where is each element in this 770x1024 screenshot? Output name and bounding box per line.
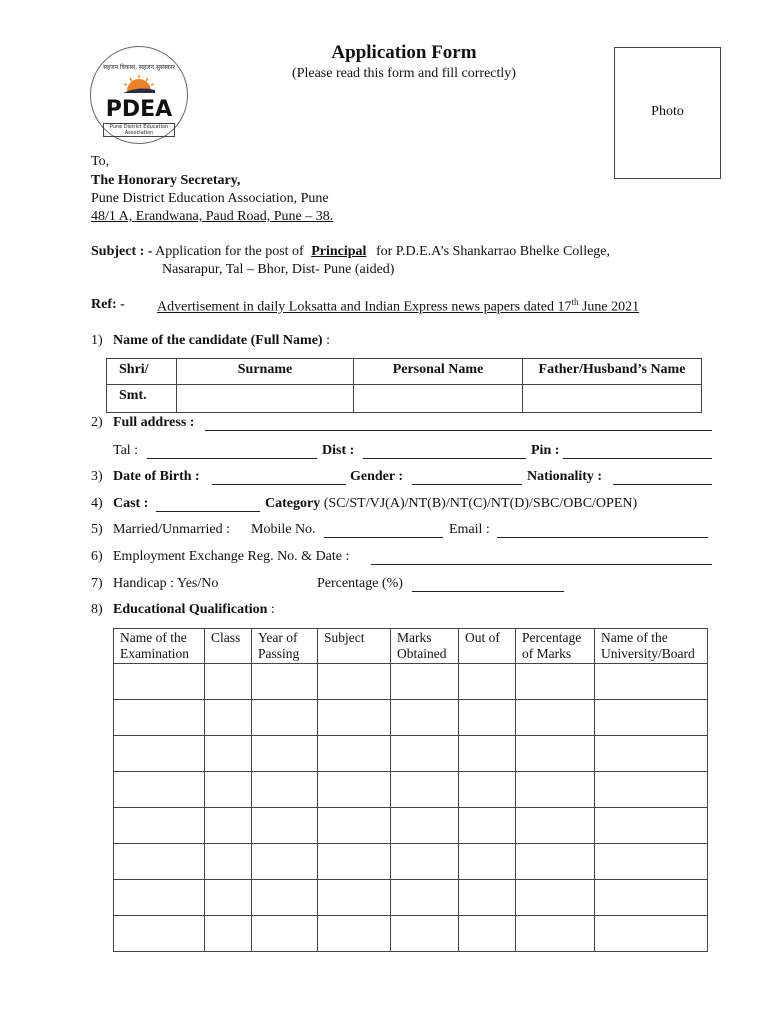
- education-cell[interactable]: [114, 844, 205, 880]
- education-cell[interactable]: [459, 700, 516, 736]
- education-cell[interactable]: [595, 700, 708, 736]
- q4-num: 4): [91, 496, 103, 511]
- edu-col-marks: Marks Obtained: [391, 629, 459, 664]
- q8-colon: :: [270, 602, 275, 617]
- education-cell[interactable]: [114, 772, 205, 808]
- table-row: [114, 916, 708, 952]
- category-label: Category: [265, 496, 321, 511]
- address-street: 48/1 A, Erandwana, Paud Road, Pune – 38.: [91, 209, 334, 224]
- logo-motto: सहजन विकास, सहजन सुसंस्कार: [103, 64, 175, 71]
- education-cell[interactable]: [391, 700, 459, 736]
- address-recipient: The Honorary Secretary,: [91, 173, 241, 188]
- father-husband-name-input[interactable]: [523, 385, 702, 413]
- cast-field[interactable]: [156, 511, 260, 512]
- education-cell[interactable]: [318, 736, 391, 772]
- table-row: [114, 808, 708, 844]
- surname-input[interactable]: [177, 385, 354, 413]
- q3-num: 3): [91, 469, 103, 484]
- percentage-label: Percentage (%): [317, 576, 403, 591]
- education-cell[interactable]: [252, 664, 318, 700]
- name-col-father: Father/Husband’s Name: [523, 359, 702, 385]
- name-col-shri: Shri/: [107, 359, 177, 385]
- name-col-surname: Surname: [177, 359, 354, 385]
- education-cell[interactable]: [205, 844, 252, 880]
- education-cell[interactable]: [114, 808, 205, 844]
- q2-num: 2): [91, 415, 103, 430]
- education-cell[interactable]: [318, 664, 391, 700]
- address-to: To,: [91, 154, 110, 169]
- education-cell[interactable]: [595, 916, 708, 952]
- table-row: [114, 772, 708, 808]
- full-address-field[interactable]: [205, 430, 712, 431]
- education-cell[interactable]: [459, 736, 516, 772]
- cast-label: Cast :: [113, 496, 149, 511]
- education-cell[interactable]: [459, 844, 516, 880]
- education-cell[interactable]: [252, 916, 318, 952]
- personal-name-input[interactable]: [354, 385, 523, 413]
- handicap-label[interactable]: Handicap : Yes/No: [113, 576, 219, 591]
- education-cell[interactable]: [252, 844, 318, 880]
- education-cell[interactable]: [391, 736, 459, 772]
- employment-exchange-label: Employment Exchange Reg. No. & Date :: [113, 549, 350, 564]
- education-cell[interactable]: [459, 664, 516, 700]
- education-cell[interactable]: [318, 844, 391, 880]
- dob-field[interactable]: [212, 484, 346, 485]
- gender-field[interactable]: [412, 484, 522, 485]
- education-cell[interactable]: [391, 880, 459, 916]
- education-cell[interactable]: [516, 736, 595, 772]
- subject-text-after: for P.D.E.A’s Shankarrao Bhelke College,: [375, 244, 611, 259]
- table-row: [114, 664, 708, 700]
- subject-label: Subject : -: [91, 244, 153, 259]
- gender-label: Gender :: [350, 469, 404, 484]
- table-row: [114, 844, 708, 880]
- education-cell[interactable]: [252, 808, 318, 844]
- edu-col-subject: Subject: [318, 629, 391, 664]
- education-cell[interactable]: [114, 880, 205, 916]
- education-cell[interactable]: [516, 880, 595, 916]
- edu-col-year: Year of Passing: [252, 629, 318, 664]
- education-cell[interactable]: [252, 700, 318, 736]
- education-header-row: [114, 629, 708, 664]
- email-label: Email :: [449, 522, 490, 537]
- education-cell[interactable]: [391, 808, 459, 844]
- photo-label: Photo: [651, 104, 684, 119]
- education-cell[interactable]: [595, 772, 708, 808]
- pin-field[interactable]: [563, 458, 712, 459]
- education-table: [113, 628, 708, 952]
- education-cell[interactable]: [114, 736, 205, 772]
- ref-text-main: Advertisement in daily Loksatta and Indian Express news papers dated 17: [157, 299, 572, 315]
- education-table-body: [114, 664, 708, 952]
- education-cell[interactable]: [516, 700, 595, 736]
- education-cell[interactable]: [252, 880, 318, 916]
- education-cell[interactable]: [114, 700, 205, 736]
- form-title: Application Form: [331, 42, 477, 63]
- education-cell[interactable]: [252, 772, 318, 808]
- photo-box[interactable]: [614, 47, 721, 179]
- table-row: [114, 736, 708, 772]
- education-cell[interactable]: [318, 808, 391, 844]
- edu-col-class: Class: [205, 629, 252, 664]
- education-cell[interactable]: [595, 664, 708, 700]
- education-cell[interactable]: [318, 916, 391, 952]
- category-line: [265, 496, 637, 512]
- subject-line: [91, 244, 610, 260]
- education-cell[interactable]: [205, 772, 252, 808]
- q1-num: 1): [91, 333, 103, 348]
- education-cell[interactable]: [391, 916, 459, 952]
- education-cell[interactable]: [595, 808, 708, 844]
- dist-field[interactable]: [363, 458, 526, 459]
- q1-question: [113, 333, 330, 349]
- education-cell[interactable]: [459, 772, 516, 808]
- edu-col-percentage: Percentage of Marks: [516, 629, 595, 664]
- education-cell[interactable]: [205, 736, 252, 772]
- form-subtitle: (Please read this form and fill correctly): [292, 66, 516, 81]
- education-cell[interactable]: [516, 808, 595, 844]
- q7-num: 7): [91, 576, 103, 591]
- dist-label: Dist :: [322, 443, 355, 458]
- q5-num: 5): [91, 522, 103, 537]
- nationality-label: Nationality :: [527, 469, 603, 484]
- employment-exchange-field[interactable]: [371, 564, 712, 565]
- education-cell[interactable]: [205, 880, 252, 916]
- q8-question: [113, 602, 275, 618]
- logo-wordmark: PDEA: [105, 97, 173, 122]
- education-cell[interactable]: [595, 844, 708, 880]
- education-cell[interactable]: [459, 880, 516, 916]
- education-cell[interactable]: [391, 772, 459, 808]
- mobile-field[interactable]: [324, 537, 443, 538]
- category-options[interactable]: (SC/ST/VJ(A)/NT(B)/NT(C)/NT(D)/SBC/OBC/OPEN): [323, 496, 638, 511]
- education-cell[interactable]: [516, 916, 595, 952]
- logo-subtext: Pune District Education Association: [103, 123, 175, 137]
- dob-label: Date of Birth :: [113, 469, 200, 484]
- subject-text-before: Application for the post of: [155, 244, 304, 259]
- email-field[interactable]: [497, 537, 708, 538]
- married-label: Married/Unmarried :: [113, 522, 231, 537]
- subject-line2: Nasarapur, Tal – Bhor, Dist- Pune (aided): [162, 262, 395, 277]
- q8-label: Educational Qualification: [113, 602, 268, 617]
- education-cell[interactable]: [205, 664, 252, 700]
- education-cell[interactable]: [114, 916, 205, 952]
- education-cell[interactable]: [516, 772, 595, 808]
- education-cell[interactable]: [318, 880, 391, 916]
- name-col-personal: Personal Name: [354, 359, 523, 385]
- subject-post: Principal: [311, 244, 367, 259]
- tal-field[interactable]: [147, 458, 317, 459]
- q1-label: Name of the candidate (Full Name): [113, 333, 323, 348]
- ref-label: Ref: -: [91, 297, 125, 312]
- handicap-percentage-field[interactable]: [412, 591, 564, 592]
- education-cell[interactable]: [318, 772, 391, 808]
- address-organization: Pune District Education Association, Pune: [91, 191, 329, 206]
- education-cell[interactable]: [459, 916, 516, 952]
- ref-text: [157, 297, 639, 316]
- full-name-table: [106, 358, 702, 413]
- edu-col-university: Name of the University/Board: [595, 629, 708, 664]
- education-cell[interactable]: [205, 916, 252, 952]
- table-row: [114, 880, 708, 916]
- education-cell[interactable]: [252, 736, 318, 772]
- education-cell[interactable]: [516, 844, 595, 880]
- ref-text-end: June 2021: [578, 299, 640, 315]
- table-row: [114, 700, 708, 736]
- q6-num: 6): [91, 549, 103, 564]
- education-cell[interactable]: [318, 700, 391, 736]
- education-cell[interactable]: [595, 880, 708, 916]
- ref-sup: th: [571, 297, 579, 307]
- tal-label: Tal :: [113, 443, 139, 458]
- mobile-label: Mobile No.: [251, 522, 316, 537]
- q8-num: 8): [91, 602, 103, 617]
- q1-colon: :: [326, 333, 330, 348]
- q2-label: Full address :: [113, 415, 195, 430]
- pin-label: Pin :: [531, 443, 560, 458]
- education-cell[interactable]: [391, 844, 459, 880]
- education-cell[interactable]: [595, 736, 708, 772]
- education-cell[interactable]: [114, 664, 205, 700]
- education-cell[interactable]: [391, 664, 459, 700]
- education-cell[interactable]: [516, 664, 595, 700]
- education-cell[interactable]: [205, 808, 252, 844]
- edu-col-exam: Name of the Examination: [114, 629, 205, 664]
- name-col-smt: Smt.: [107, 385, 177, 413]
- nationality-field[interactable]: [613, 484, 712, 485]
- education-cell[interactable]: [459, 808, 516, 844]
- education-cell[interactable]: [205, 700, 252, 736]
- edu-col-outof: Out of: [459, 629, 516, 664]
